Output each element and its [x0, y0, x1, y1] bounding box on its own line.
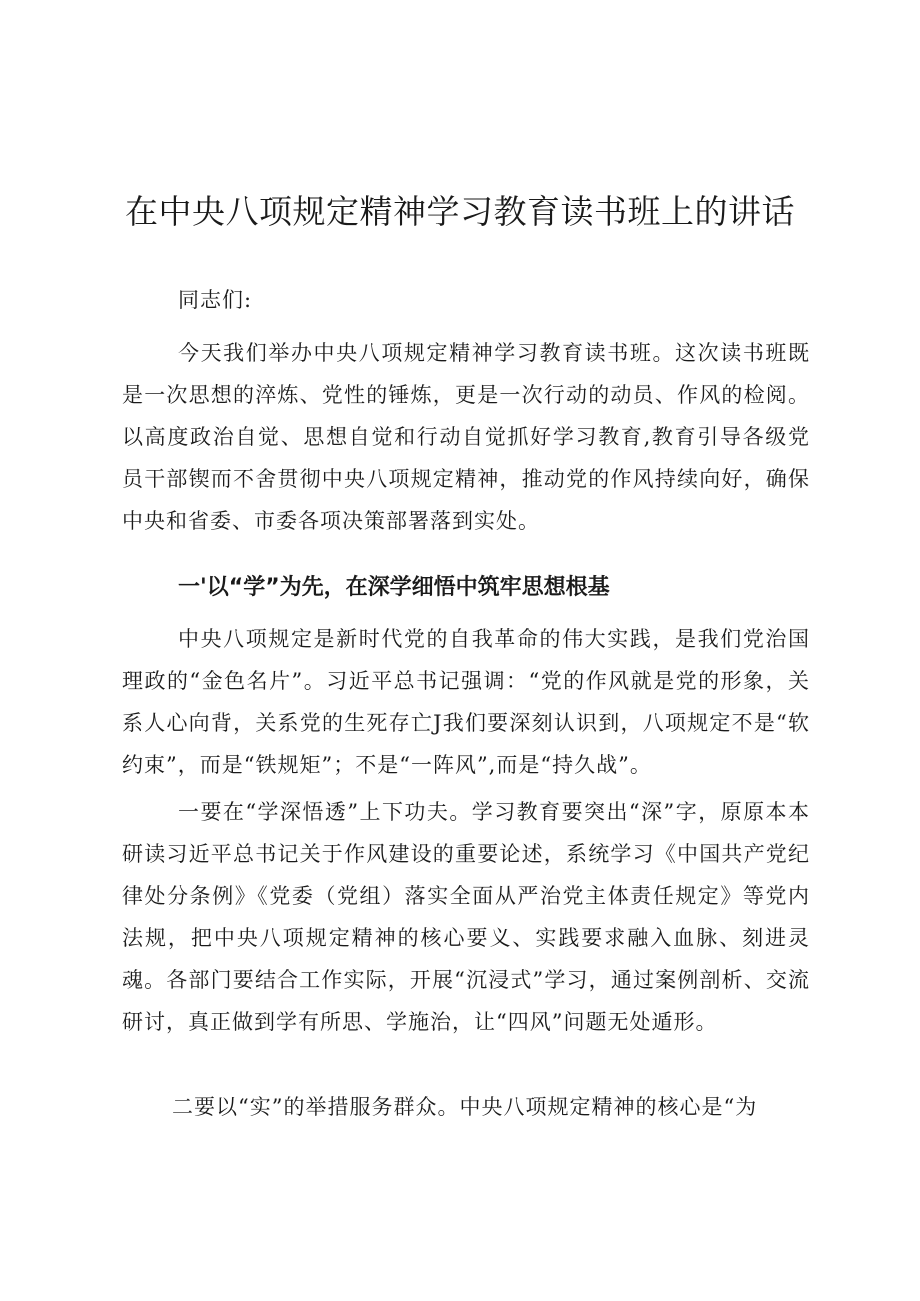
paragraph-intro: 今天我们举办中央八项规定精神学习教育读书班。这次读书班既是一次思想的淬炼、党性的锤炼，更是一次行动的动员、作风的检阅。以高度政治自觉、思想自觉和行动自觉抓好学习教育,教育引导各级党员干部锲而不舍贯彻中央八项规定精神，推动党的作风持续向好，确保中央和省委、市委各项决策部署落到实处。: [122, 341, 810, 533]
paragraph-point-two: 二要以“实”的举措服务群众。中央八项规定精神的核心是“为: [172, 1095, 758, 1119]
paragraph-point-one: 一要在“学深悟透”上下功夫。学习教育要突出“深”字，原原本本研读习近平总书记关于作风建设的重要论述，系统学习《中国共产党纪律处分条例》《党委（党组）落实全面从严治党主体责任规定》等党内法规，把中央八项规定精神的核心要义、实践要求融入血脉、刻进灵魂。各部门要结合工作实际，开展“沉浸式”学习，通过案例剖析、交流研讨，真正做到学有所思、学施治，让“四风”问题无处遁形。: [122, 800, 810, 1034]
document-title: 在中央八项规定精神学习教育读书班上的讲话: [125, 192, 795, 231]
paragraph-background: 中央八项规定是新时代党的自我革命的伟大实践，是我们党治国理政的“金色名片”。习近平总书记强调：“党的作风就是党的形象，关系人心向背，关系党的生死存亡J我们要深刻认识到，八项规定不是“软约束”，而是“铁规矩”；不是“一阵风”,而是“持久战”。: [122, 627, 810, 777]
section-heading: 一'以“学”为先，在深学细悟中筑牢思想根基: [178, 575, 610, 600]
salutation: 同志们:: [178, 288, 253, 312]
